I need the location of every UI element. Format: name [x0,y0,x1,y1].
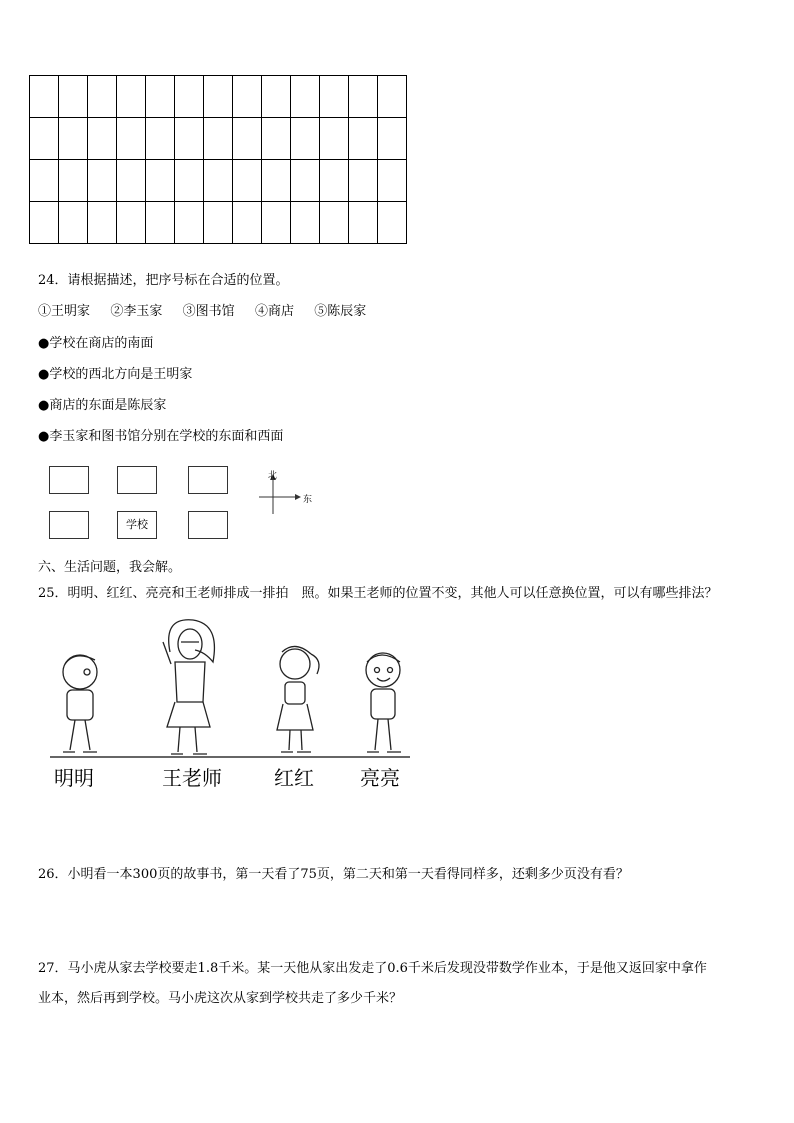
grid-cell [349,118,378,160]
grid-cell [262,118,291,160]
q27-line2: 业本，然后再到学校。马小虎这次从家到学校共走了多少千米？ [38,991,403,1006]
option-1: ①王明家 [38,304,91,319]
grid-cell [146,160,175,202]
map-box-school [117,511,157,539]
boy-liangliang-figure [366,653,401,752]
grid-cell [233,160,262,202]
clue-1: ●学校在商店的南面 [38,336,154,351]
map-box-bottom-left [49,511,89,539]
clue-4: ●李玉家和图书馆分别在学校的东面和西面 [38,429,284,444]
name-liangliang: 亮亮 [360,766,400,790]
grid-cell [378,76,407,118]
option-3: ③图书馆 [182,304,235,319]
boy-mingming-figure [63,655,97,752]
grid-cell [291,160,320,202]
grid-cell [88,202,117,244]
option-4: ④商店 [254,304,294,319]
grid-cell [262,160,291,202]
photo-lineup-illustration [45,612,415,762]
section-six-heading: 六、生活问题，我会解。 [38,560,182,575]
compass-east-label: 东 [303,495,313,505]
map-box-top-right [188,466,228,494]
grid-cell [233,202,262,244]
girl-honghong-figure [277,646,319,752]
grid-cell [320,76,349,118]
grid-cell [320,160,349,202]
grid-cell [146,202,175,244]
grid-cell [378,118,407,160]
clue-2: ●学校的西北方向是王明家 [38,367,193,382]
grid-cell [378,160,407,202]
grid-cell [117,76,146,118]
grid-cell [291,202,320,244]
grid-cell [88,160,117,202]
grid-cell [291,76,320,118]
grid-cell [146,118,175,160]
grid-cell [30,202,59,244]
grid-cell [233,118,262,160]
map-box-top-middle [117,466,157,494]
grid-cell [349,76,378,118]
name-honghong: 红红 [274,766,314,790]
q24-options [38,303,366,321]
q26-text: 26．小明看一本300页的故事书，第一天看了75页，第二天和第一天看得同样多，还剩多少页没有看？ [38,867,629,882]
grid-cell [117,202,146,244]
grid-cell [204,76,233,118]
grid-cell [30,160,59,202]
grid-row [30,202,407,244]
grid-row [30,76,407,118]
grid-cell [349,202,378,244]
teacher-wang-figure [163,620,214,754]
name-mingming: 明明 [54,766,94,790]
grid-cell [146,76,175,118]
grid-cell [30,118,59,160]
compass-north-label: 北 [268,471,278,481]
grid-row [30,118,407,160]
grid-cell [59,160,88,202]
grid-cell [378,202,407,244]
grid-row [30,160,407,202]
grid-cell [204,202,233,244]
grid-cell [117,160,146,202]
grid-cell [175,202,204,244]
grid-cell [233,76,262,118]
grid-cell [175,118,204,160]
grid-cell [204,160,233,202]
grid-cell [262,76,291,118]
answer-grid [29,75,407,244]
grid-cell [59,76,88,118]
grid-cell [59,118,88,160]
grid-cell [175,76,204,118]
grid-cell [349,160,378,202]
grid-cell [175,160,204,202]
option-2: ②李玉家 [110,304,163,319]
grid-cell [30,76,59,118]
grid-cell [204,118,233,160]
option-5: ⑤陈辰家 [314,304,367,319]
grid-cell [291,118,320,160]
q27-line1: 27．马小虎从家去学校要走1.8千米。某一天他从家出发走了0.6千米后发现没带数学作业本，于是他又返回家中拿作 [38,961,707,976]
grid-cell [59,202,88,244]
grid-cell [88,118,117,160]
map-box-top-left [49,466,89,494]
clue-3: ●商店的东面是陈辰家 [38,398,167,413]
q24-title: 24．请根据描述，把序号标在合适的位置。 [38,273,289,288]
q25-text: 25．明明、红红、亮亮和王老师排成一排拍 照。如果王老师的位置不变，其他人可以任意换位置，可以有哪些排法？ [38,586,718,601]
name-teacher-wang: 王老师 [162,766,222,790]
grid-cell [88,76,117,118]
map-box-bottom-right [188,511,228,539]
grid-cell [320,118,349,160]
grid-cell [262,202,291,244]
grid-cell [117,118,146,160]
grid-cell [320,202,349,244]
school-label: 学校 [126,518,148,531]
